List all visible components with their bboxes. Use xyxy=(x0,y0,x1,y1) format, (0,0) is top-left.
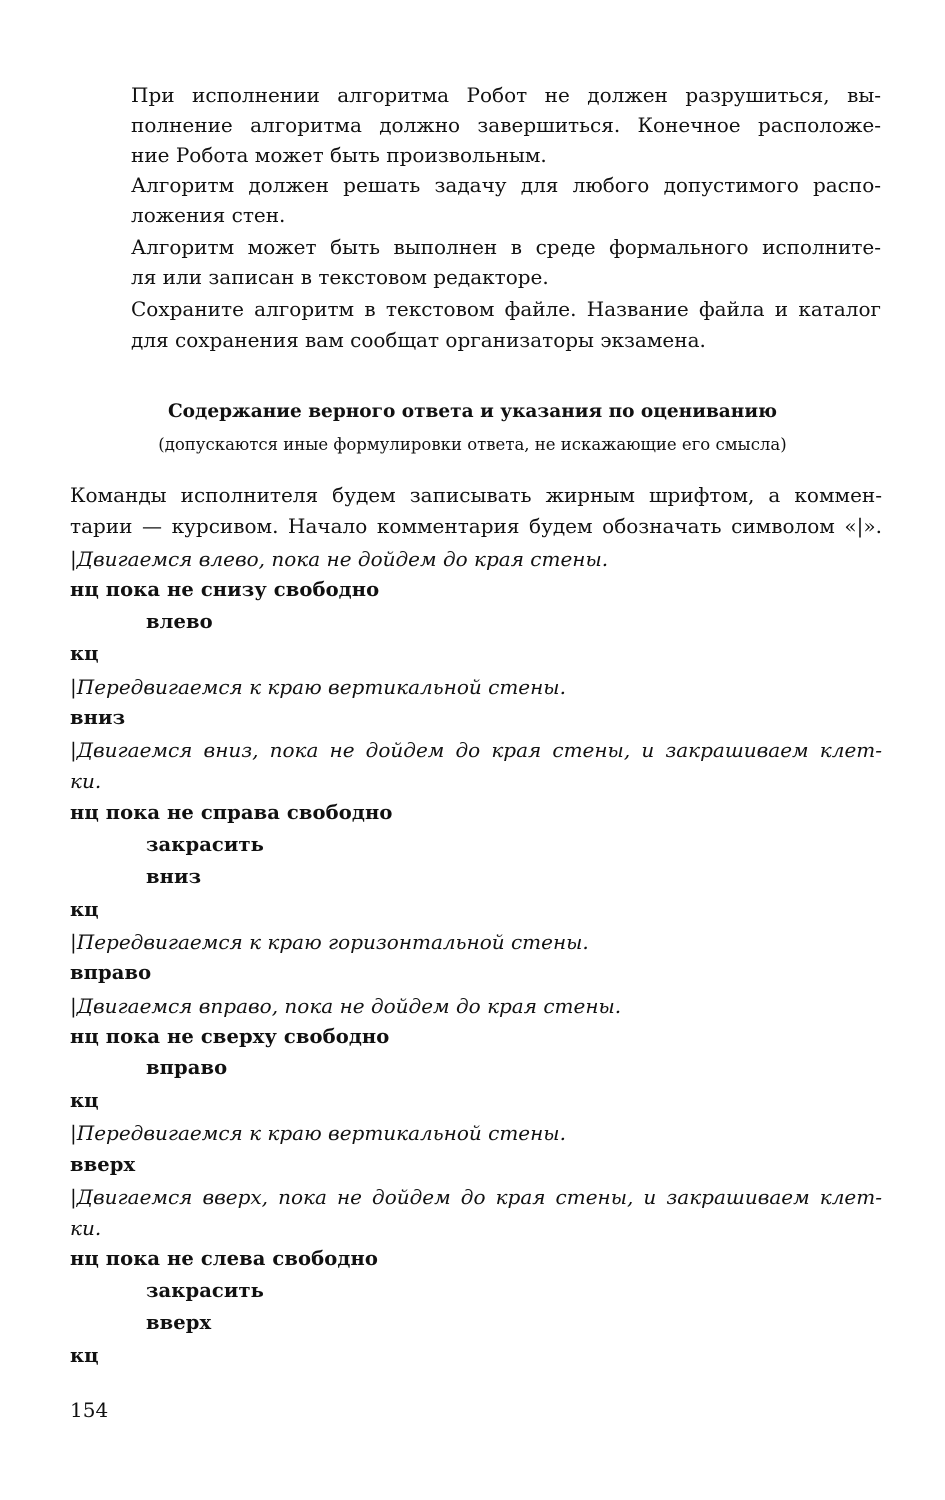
comment-marker: | xyxy=(70,547,77,571)
algorithm-comment xyxy=(70,544,882,574)
algorithm-command: закрасить xyxy=(146,833,264,856)
algorithm-comment-continuation: ки. xyxy=(70,769,102,793)
algorithm-comment xyxy=(70,927,882,957)
algorithm-command: закрасить xyxy=(146,1279,264,1302)
intro-line: ля или записан в текстовом редакторе. xyxy=(131,265,549,289)
comment-text: Двигаемся вниз, пока не дойдем до края стены, и закрашиваем клет- xyxy=(76,738,882,762)
intro-line: ложения стен. xyxy=(131,203,286,227)
algorithm-command: вверх xyxy=(70,1153,136,1176)
algorithm-comment xyxy=(70,672,882,702)
algorithm-command: нц пока не сверху свободно xyxy=(70,1025,390,1048)
algorithm-command: кц xyxy=(70,1344,99,1367)
comment-text: Передвигаемся к краю вертикальной стены. xyxy=(76,675,566,699)
comment-text: Двигаемся вверх, пока не дойдем до края стены, и закрашиваем клет- xyxy=(76,1185,882,1209)
comment-marker: | xyxy=(70,1121,77,1145)
algorithm-command: нц пока не слева свободно xyxy=(70,1247,378,1270)
algorithm-comment xyxy=(70,735,882,765)
algorithm-command: кц xyxy=(70,898,99,921)
algorithm-command: вниз xyxy=(146,865,202,888)
section-heading: Содержание верного ответа и указания по оцениванию xyxy=(167,401,778,422)
algorithm-command: вправо xyxy=(70,961,152,984)
algorithm-comment xyxy=(70,1182,882,1212)
section-subheading: (допускаются иные формулировки ответа, не искажающие его смысла) xyxy=(158,435,787,454)
comment-marker: | xyxy=(70,930,77,954)
algorithm-comment xyxy=(70,991,882,1021)
algorithm-command: кц xyxy=(70,642,99,665)
intro-line: Алгоритм должен решать задачу для любого допустимого распо- xyxy=(131,173,881,197)
algorithm-command: кц xyxy=(70,1089,99,1112)
comment-text: Двигаемся вправо, пока не дойдем до края стены. xyxy=(76,994,622,1018)
comment-text: Двигаемся влево, пока не дойдем до края стены. xyxy=(76,547,609,571)
algorithm-comment xyxy=(70,1118,882,1148)
intro-line: Сохраните алгоритм в текстовом файле. Название файла и каталог xyxy=(131,297,881,321)
comment-text: Передвигаемся к краю горизонтальной стены. xyxy=(76,930,589,954)
algorithm-command: влево xyxy=(146,610,213,633)
algorithm-comment-continuation: ки. xyxy=(70,1216,102,1240)
page-number: 154 xyxy=(70,1398,109,1422)
intro-line: Алгоритм может быть выполнен в среде формального исполните- xyxy=(131,235,881,259)
comment-marker: | xyxy=(70,738,77,762)
intro-line: При исполнении алгоритма Робот не должен разрушиться, вы- xyxy=(131,83,881,107)
algorithm-command: нц пока не снизу свободно xyxy=(70,578,380,601)
intro-line: для сохранения вам сообщат организаторы экзамена. xyxy=(131,328,706,352)
algorithm-command: вверх xyxy=(146,1311,212,1334)
comment-marker: | xyxy=(70,675,77,699)
intro-line: полнение алгоритма должно завершиться. Конечное расположе- xyxy=(131,113,881,137)
algorithm-command: вправо xyxy=(146,1056,228,1079)
comment-marker: | xyxy=(70,994,77,1018)
intro-line: ние Робота может быть произвольным. xyxy=(131,143,547,167)
comment-marker: | xyxy=(70,1185,77,1209)
explanation-line: Команды исполнителя будем записывать жирным шрифтом, а коммен- xyxy=(70,483,882,507)
algorithm-command: вниз xyxy=(70,706,126,729)
comment-text: Передвигаемся к краю вертикальной стены. xyxy=(76,1121,566,1145)
explanation-line: тарии — курсивом. Начало комментария будем обозначать символом «|». xyxy=(70,514,882,538)
algorithm-command: нц пока не справа свободно xyxy=(70,801,393,824)
